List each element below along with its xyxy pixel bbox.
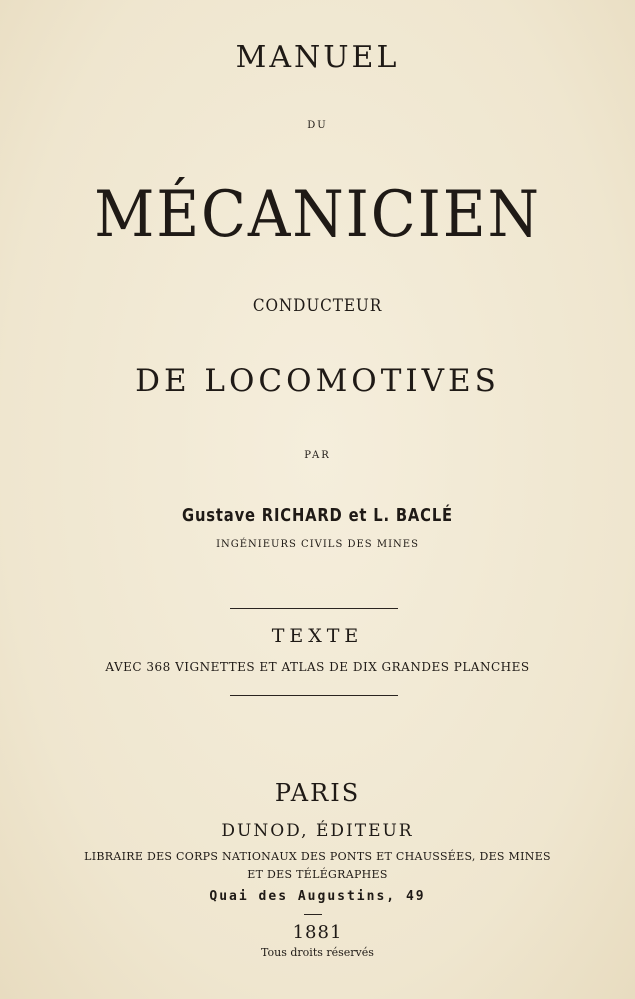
city: PARIS [274, 779, 361, 807]
publisher-description-2: ET DES TÉLÉGRAPHES [247, 868, 388, 881]
main-title: MÉCANICIEN [94, 178, 541, 252]
short-divider [304, 914, 322, 915]
authors-title: INGÉNIEURS CIVILS DES MINES [216, 539, 419, 550]
authors: Gustave RICHARD et L. BACLÉ [182, 505, 453, 526]
rights-notice: Tous droits réservés [261, 946, 374, 959]
publisher: DUNOD, ÉDITEUR [221, 821, 414, 841]
volume-description: AVEC 368 VIGNETTES ET ATLAS DE DIX GRANDES PLANCHES [105, 660, 530, 674]
by-label: PAR [304, 450, 331, 461]
volume-label: TEXTE [271, 625, 364, 647]
divider-top [230, 608, 398, 609]
title-du: DU [307, 120, 328, 131]
subtitle-conducteur: CONDUCTEUR [252, 296, 383, 316]
subtitle-locomotives: DE LOCOMOTIVES [135, 363, 500, 399]
publisher-description-1: LIBRAIRE DES CORPS NATIONAUX DES PONTS ET CHAUSSÉES, DES MINES [84, 850, 551, 863]
publication-year: 1881 [292, 922, 343, 943]
title-line-manuel: MANUEL [235, 40, 400, 75]
publisher-address: Quai des Augustins, 49 [209, 889, 426, 904]
divider-bottom [230, 695, 398, 696]
